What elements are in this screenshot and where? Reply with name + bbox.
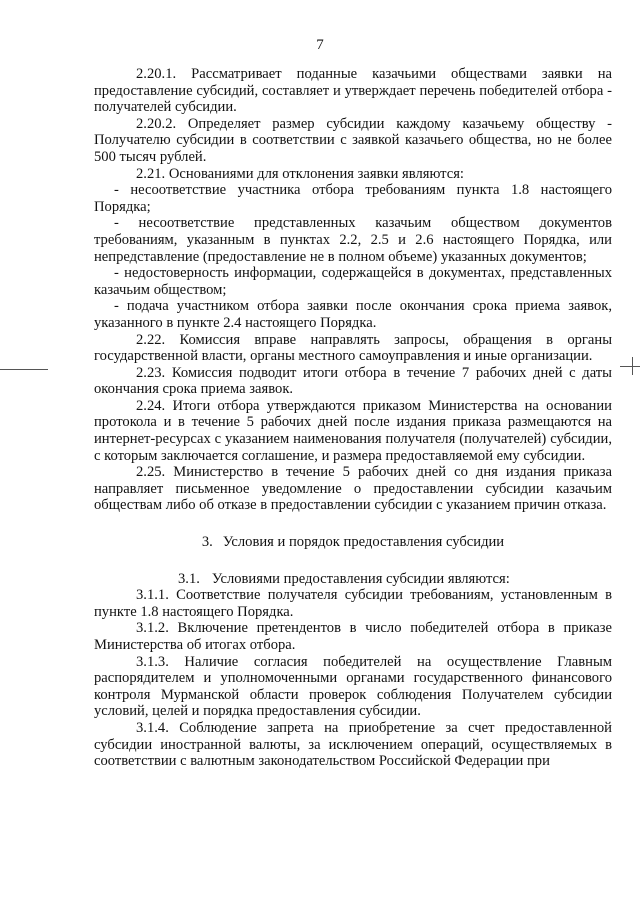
paragraph-2-20-1: 2.20.1. Рассматривает поданные казачьими обществами заявки на предоставление субсидий, составляет и утверждает перечень победителей отбора - получателей субсидии. xyxy=(94,66,612,116)
paragraph-3-1-2: 3.1.2. Включение претендентов в число победителей отбора в приказе Министерства об итогах отбора. xyxy=(94,620,612,653)
item-text: Условиями предоставления субсидии являются: xyxy=(211,570,510,587)
list-item: - несоответствие участника отбора требованиям пункта 1.8 настоящего Порядка; xyxy=(94,182,612,215)
paragraph-2-22: 2.22. Комиссия вправе направлять запросы, обращения в органы государственной власти, органы местного самоуправления и иные организации. xyxy=(94,331,612,365)
margin-mark-right-tick xyxy=(632,357,633,375)
paragraph-2-25: 2.25. Министерство в течение 5 рабочих дней со дня издания приказа направляет письменное уведомление о предоставлении субсидии казачьим обществам либо об отказе в предоставлении субсидии с указанием причин отказа. xyxy=(94,464,612,514)
paragraph-2-21: 2.21. Основаниями для отклонения заявки являются: xyxy=(136,165,464,182)
margin-mark-left xyxy=(0,369,48,370)
paragraph-2-24: 2.24. Итоги отбора утверждаются приказом Министерства на основании протокола и в течение 5 рабочих дней после издания приказа размещаются на интернет-ресурсах с указанием наименования получателя (получателей) субсидии, с которым заключается соглашение, и размера предоставляемой ему субсидии. xyxy=(94,397,612,464)
paragraph-2-20-2: 2.20.2. Определяет размер субсидии каждому казачьему обществу - Получателю субсидии в соответствии с заявкой казачьего общества, но не более 500 тысяч рублей. xyxy=(94,115,612,165)
paragraph-2-23: 2.23. Комиссия подводит итоги отбора в течение 7 рабочих дней с даты окончания срока приема заявок. xyxy=(94,364,612,398)
document-body xyxy=(94,66,612,770)
paragraph-3-1-1: 3.1.1. Соответствие получателя субсидии требованиям, установленным в пункте 1.8 настоящего Порядка. xyxy=(94,587,612,620)
margin-mark-right xyxy=(620,366,640,367)
list-item: - несоответствие представленных казачьим обществом документов требованиям, указанным в пунктах 2.2, 2.5 и 2.6 настоящего Порядка, или непредставление (предоставление не в полном объеме) указанных документов; xyxy=(94,215,612,265)
section-number: 3. xyxy=(201,534,213,551)
list-item: - подача участником отбора заявки после окончания срока приема заявок, указанного в пункте 2.4 настоящего Порядка. xyxy=(94,298,612,331)
paragraph-3-1 xyxy=(94,571,612,588)
list-item: - недостоверность информации, содержащейся в документах, представленных казачьим обществом; xyxy=(94,265,612,298)
item-number: 3.1. xyxy=(178,570,200,587)
section-heading xyxy=(94,534,612,551)
page-number: 7 xyxy=(316,37,324,53)
section-title: Условия и порядок предоставления субсидии xyxy=(222,534,505,551)
paragraph-3-1-3: 3.1.3. Наличие согласия победителей на осуществление Главным распорядителем и уполномоченными органами государственного финансового контроля Мурманской области проверок соблюдения Получателем субсидии условий, целей и порядка предоставления субсидии. xyxy=(94,653,612,720)
paragraph-3-1-4: 3.1.4. Соблюдение запрета на приобретение за счет предоставленной субсидии иностранной валюты, за исключением операций, осуществляемых в соответствии с валютным законодательством Российской Федерации при xyxy=(94,719,612,770)
